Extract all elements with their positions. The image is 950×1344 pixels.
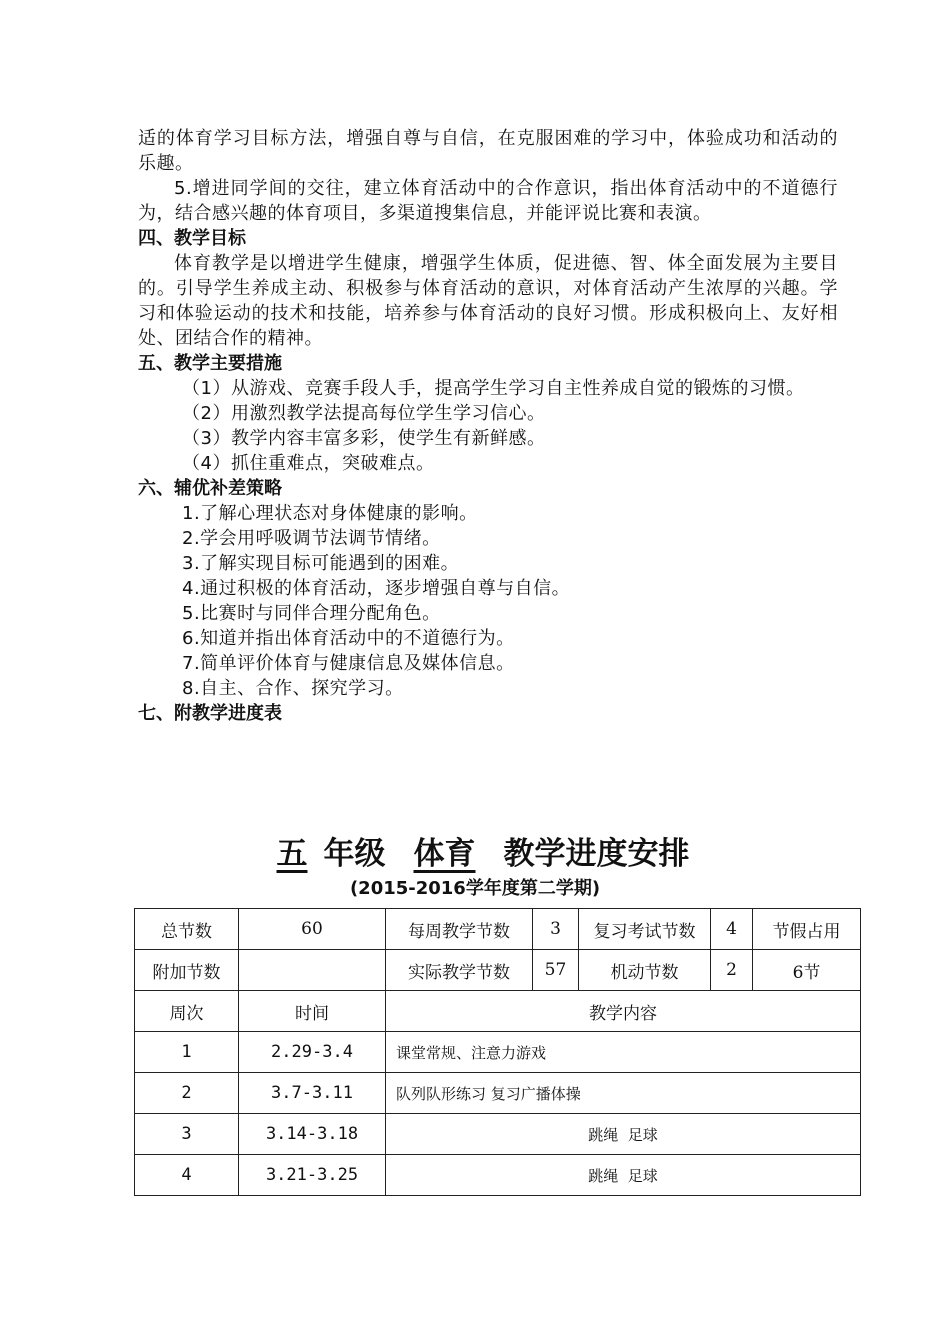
heading-strategy: 六、辅优补差策略 — [138, 478, 282, 499]
label-holiday-occupied: 节假占用 — [753, 909, 861, 950]
paragraph-item-5: 5.增进同学间的交往，建立体育活动中的合作意识，指出体育活动中的不道德行为，结合感兴趣的体育项目，多渠道搜集信息，并能评说比赛和表演。 — [138, 178, 838, 224]
title-grade: 五 — [276, 836, 308, 872]
summary-row-1 — [135, 909, 861, 950]
paragraph-teaching-goals: 体育教学是以增进学生健康，增强学生体质，促进德、智、体全面发展为主要目的。引导学生养成主动、积极参与体育活动的意识，对体育活动产生浓厚的兴趣。学习和体验运动的技术和技能，培养参与体育活动的良好习惯。形成积极向上、友好相处、团结合作的精神。 — [138, 253, 838, 349]
value-review-exam-lessons: 4 — [711, 909, 753, 950]
strategy-item: 6.知道并指出体育活动中的不道德行为。 — [182, 628, 515, 649]
strategy-item: 3.了解实现目标可能遇到的困难。 — [182, 553, 460, 574]
header-week: 周次 — [135, 991, 239, 1032]
time-cell: 2.29-3.4 — [239, 1032, 386, 1073]
time-cell: 3.21-3.25 — [239, 1155, 386, 1196]
title-end: 教学进度安排 — [503, 836, 690, 872]
time-cell: 3.7-3.11 — [239, 1073, 386, 1114]
summary-row-2 — [135, 950, 861, 991]
label-flexible-lessons: 机动节数 — [579, 950, 711, 991]
content-cell: 跳绳 足球 — [386, 1114, 861, 1155]
value-holiday-occupied: 6节 — [753, 950, 861, 991]
value-flexible-lessons: 2 — [711, 950, 753, 991]
title-grade-suffix: 年级 — [323, 836, 386, 872]
heading-main-measures: 五、教学主要措施 — [138, 353, 282, 374]
measure-1: （1）从游戏、竞赛手段人手，提高学生学习自主性养成自觉的锻炼的习惯。 — [182, 378, 805, 399]
schedule-table — [134, 908, 861, 1196]
header-time: 时间 — [239, 991, 386, 1032]
value-weekly-lessons: 3 — [533, 909, 579, 950]
document-body — [138, 126, 838, 726]
label-review-exam-lessons: 复习考试节数 — [579, 909, 711, 950]
heading-schedule-attachment: 七、附教学进度表 — [138, 703, 282, 724]
table-header-row — [135, 991, 861, 1032]
table-row — [135, 1032, 861, 1073]
label-actual-lessons: 实际教学节数 — [386, 950, 533, 991]
strategy-item: 1.了解心理状态对身体健康的影响。 — [182, 503, 478, 524]
label-weekly-lessons: 每周教学节数 — [386, 909, 533, 950]
value-total-lessons: 60 — [239, 909, 386, 950]
table-row — [135, 1073, 861, 1114]
label-total-lessons: 总节数 — [135, 909, 239, 950]
header-content: 教学内容 — [386, 991, 861, 1032]
measure-4: （4）抓住重难点，突破难点。 — [182, 453, 435, 474]
strategy-item: 8.自主、合作、探究学习。 — [182, 678, 404, 699]
week-cell: 4 — [135, 1155, 239, 1196]
measure-2: （2）用激烈教学法提高每位学生学习信心。 — [182, 403, 546, 424]
paragraph-continued: 适的体育学习目标方法，增强自尊与自信，在克服困难的学习中，体验成功和活动的乐趣。 — [138, 128, 838, 174]
strategy-item: 7.简单评价体育与健康信息及媒体信息。 — [182, 653, 515, 674]
week-cell: 3 — [135, 1114, 239, 1155]
content-cell: 跳绳 足球 — [386, 1155, 861, 1196]
time-cell: 3.14-3.18 — [239, 1114, 386, 1155]
schedule-title — [0, 832, 950, 876]
strategy-item: 4.通过积极的体育活动，逐步增强自尊与自信。 — [182, 578, 571, 599]
strategy-item: 5.比赛时与同伴合理分配角色。 — [182, 603, 441, 624]
label-extra-lessons: 附加节数 — [135, 950, 239, 991]
table-row — [135, 1114, 861, 1155]
content-cell: 课堂常规、注意力游戏 — [386, 1032, 861, 1073]
week-cell: 2 — [135, 1073, 239, 1114]
value-actual-lessons: 57 — [533, 950, 579, 991]
week-cell: 1 — [135, 1032, 239, 1073]
table-row — [135, 1155, 861, 1196]
strategy-item: 2.学会用呼吸调节法调节情绪。 — [182, 528, 441, 549]
value-extra-lessons — [239, 950, 386, 991]
content-cell: 队列队形练习 复习广播体操 — [386, 1073, 861, 1114]
heading-teaching-goals: 四、教学目标 — [138, 228, 246, 249]
schedule-subtitle: (2015-2016学年度第二学期) — [349, 878, 601, 899]
measure-3: （3）教学内容丰富多彩，使学生有新鲜感。 — [182, 428, 546, 449]
title-subject: 体育 — [413, 836, 476, 872]
